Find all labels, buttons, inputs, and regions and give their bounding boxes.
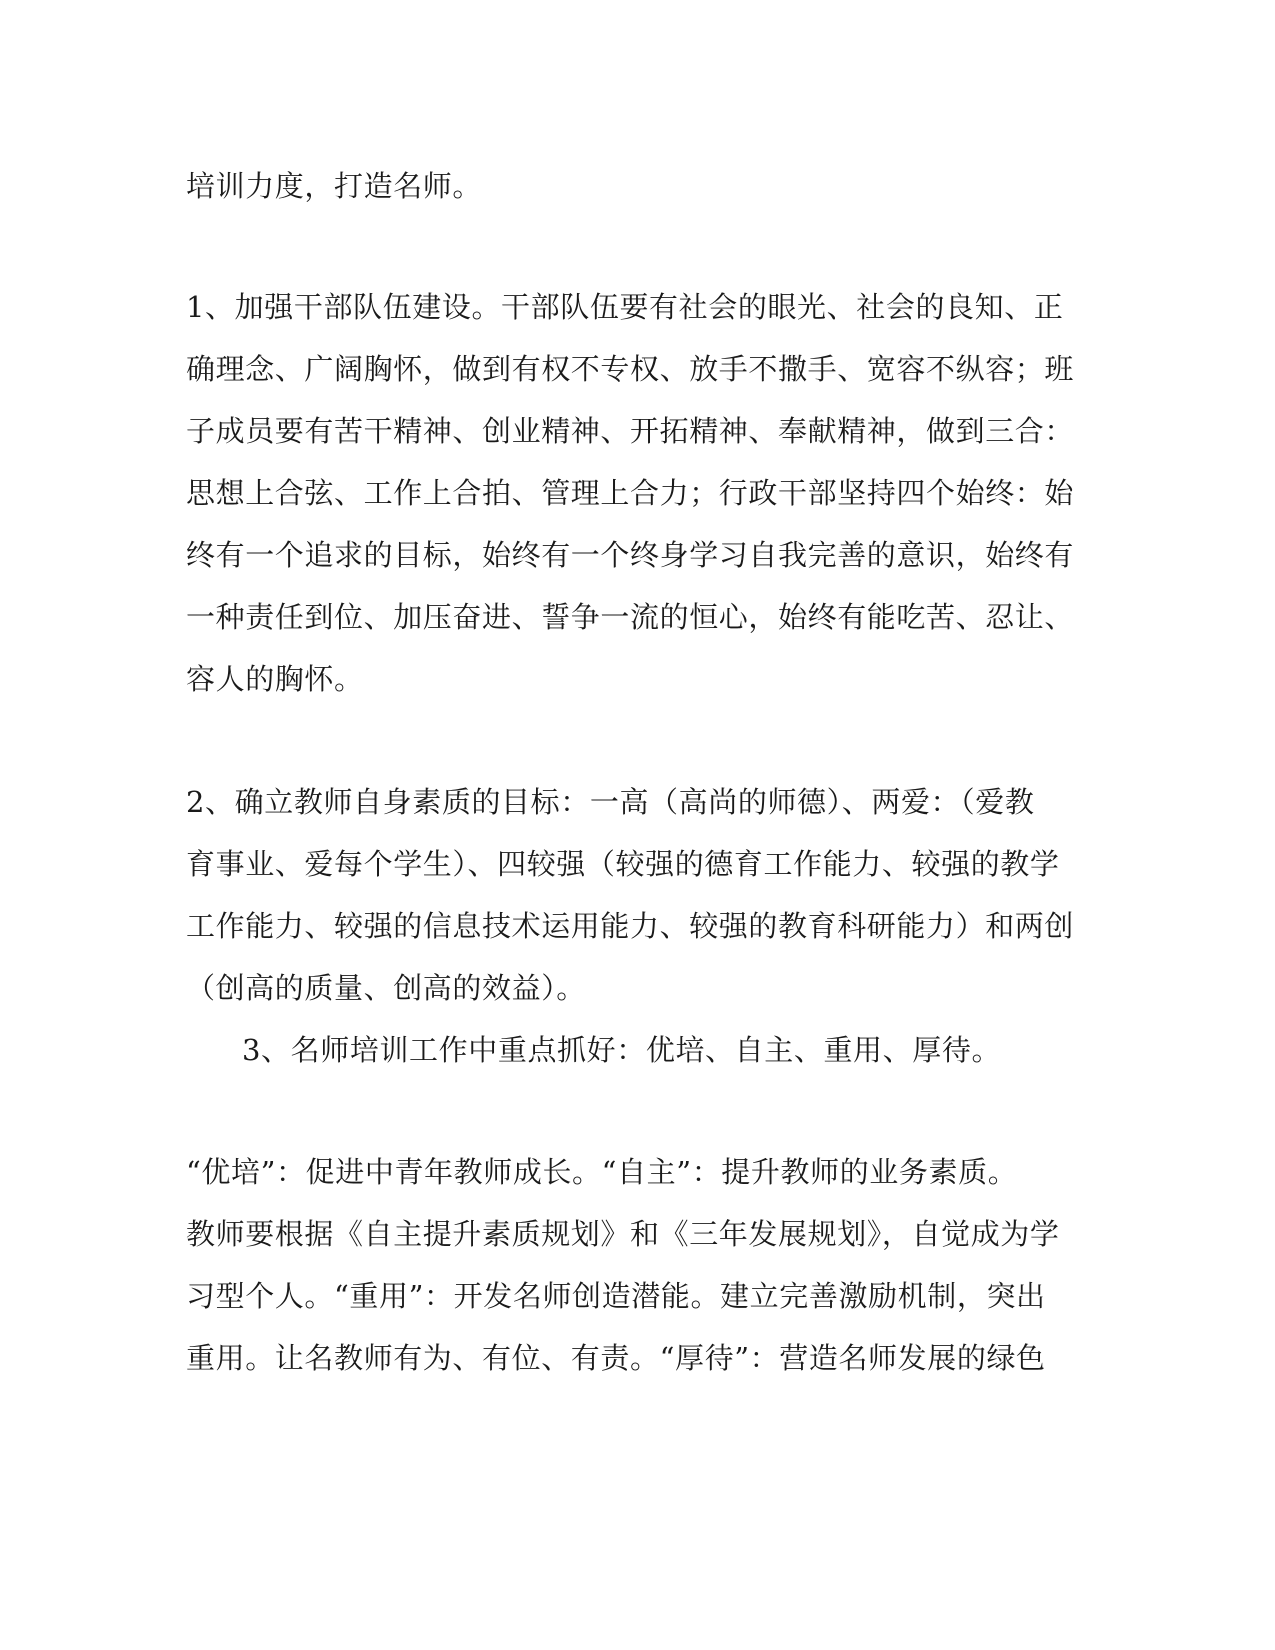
paragraph-line: 一种责任到位、加压奋进、誓争一流的恒心，始终有能吃苦、忍让、 xyxy=(186,600,1075,634)
paragraph-line: 1、加强干部队伍建设。干部队伍要有社会的眼光、社会的良知、正 xyxy=(186,290,1064,324)
paragraph-line: 3、名师培训工作中重点抓好：优培、自主、重用、厚待。 xyxy=(242,1033,1002,1067)
paragraph-line: 确理念、广阔胸怀，做到有权不专权、放手不撒手、宽容不纵容；班 xyxy=(186,352,1075,386)
paragraph-line: 子成员要有苦干精神、创业精神、开拓精神、奉献精神，做到三合： xyxy=(186,414,1075,448)
paragraph-line: 培训力度，打造名师。 xyxy=(186,169,483,203)
paragraph-line: 容人的胸怀。 xyxy=(186,662,364,696)
paragraph-line: 工作能力、较强的信息技术运用能力、较强的教育科研能力）和两创 xyxy=(186,909,1075,943)
paragraph-line: 习型个人。“重用”：开发名师创造潜能。建立完善激励机制，突出 xyxy=(186,1279,1046,1313)
paragraph-line: 2、确立教师自身素质的目标：一高（高尚的师德）、两爱：（爱教 xyxy=(186,785,1035,819)
paragraph-line: 育事业、爱每个学生）、四较强（较强的德育工作能力、较强的教学 xyxy=(186,847,1060,881)
paragraph-line: 教师要根据《自主提升素质规划》和《三年发展规划》，自觉成为学 xyxy=(186,1217,1060,1251)
paragraph-line: 重用。让名教师有为、有位、有责。“厚待”：营造名师发展的绿色 xyxy=(186,1341,1046,1375)
paragraph-line: 终有一个追求的目标，始终有一个终身学习自我完善的意识，始终有 xyxy=(186,538,1075,572)
paragraph-line: 思想上合弦、工作上合拍、管理上合力；行政干部坚持四个始终：始 xyxy=(186,476,1075,510)
paragraph-line: （创高的质量、创高的效益）。 xyxy=(186,971,586,1005)
paragraph-line: “优培”：促进中青年教师成长。“自主”：提升教师的业务素质。 xyxy=(186,1155,1018,1189)
